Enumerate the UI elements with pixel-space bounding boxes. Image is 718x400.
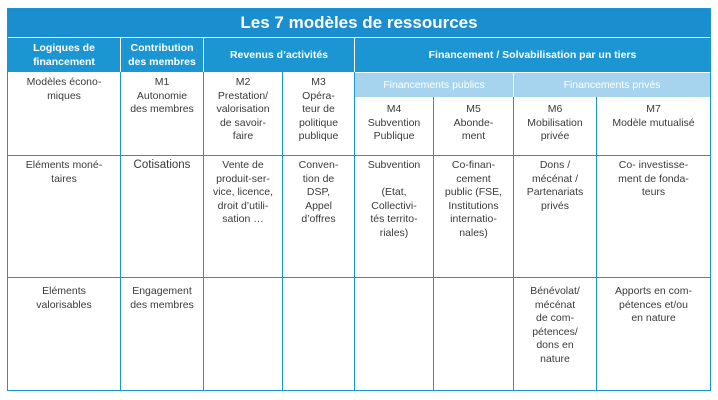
model-m7: M7 Modèle mutualisé: [612, 103, 695, 129]
row-divider: [8, 277, 710, 278]
valorisable-m7: Apports en com- pétences et/ou en nature: [614, 285, 693, 324]
valorisable-m6: Bénévolat/ mécénat de com- pétences/ dons en nature: [530, 285, 580, 365]
model-m4: M4 Subvention Publique: [367, 103, 421, 142]
monetaire-m6: Dons / mécénat / Partenariats privés: [526, 159, 584, 212]
header-financement-tiers: Financement / Solvabilisation par un tiers: [355, 38, 710, 72]
monetaire-m4: Subvention (Etat, Collectivi- tés territo- riales): [367, 159, 421, 239]
col-divider: [282, 72, 283, 391]
label-modeles: Modèles écono- miques: [26, 76, 102, 102]
label-valorisables: Eléments valorisables: [36, 285, 92, 311]
model-m2: M2 Prestation/ valorisation de savoir- faire: [216, 76, 270, 142]
monetaire-m7: Co- investisse- ment de fonda- teurs: [618, 159, 689, 198]
label-monetaires: Eléments moné- taires: [25, 159, 103, 185]
monetaire-m1: Cotisations: [133, 159, 191, 171]
col-divider: [354, 72, 355, 391]
col-divider: [120, 72, 121, 391]
model-m1: M1 Autonomie des membres: [130, 76, 194, 115]
monetaire-m5: Co-finan- cement public (FSE, Institutions internatio- nales): [444, 159, 503, 239]
model-m5: M5 Abonde- ment: [453, 103, 494, 142]
header-contribution: Contribution des membres: [121, 38, 203, 72]
resources-table: [7, 8, 711, 391]
header-revenus: Revenus d’activités: [204, 38, 354, 72]
model-m6: M6 Mobilisation privée: [527, 103, 583, 142]
valorisable-m1: Engagement des membres: [130, 285, 194, 311]
monetaire-m2: Vente de produit-ser- vice, licence, droit d’utili- sation …: [212, 159, 274, 225]
col-divider: [203, 72, 204, 391]
table-title: Les 7 modèles de ressources: [8, 9, 710, 37]
col-divider: [433, 97, 434, 391]
header-financements-publics: Financements publics: [355, 73, 513, 97]
col-divider: [596, 97, 597, 391]
model-m3: M3 Opéra- teur de politique publique: [298, 76, 339, 142]
col-divider: [513, 97, 514, 391]
monetaire-m3: Conven- tion de DSP, Appel d’offres: [298, 159, 339, 225]
row-divider: [8, 155, 710, 156]
header-logiques: Logiques de financement: [8, 38, 120, 72]
header-financements-prives: Financements privés: [514, 73, 710, 97]
